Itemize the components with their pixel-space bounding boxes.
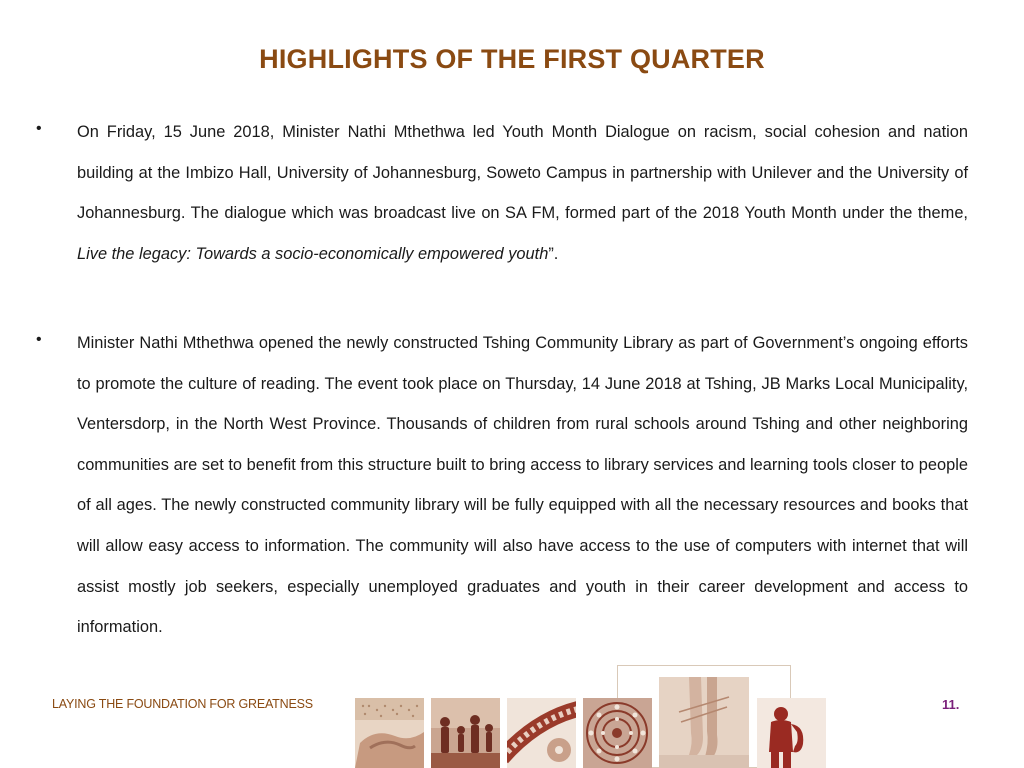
bullet-marker: •: [36, 331, 42, 348]
page-number: 11.: [942, 697, 960, 712]
bullet-theme-italic: Live the legacy: Towards a socio-economically empowered youth: [77, 244, 549, 263]
saxophone-player-photo: [757, 698, 826, 768]
bullet-marker: •: [36, 120, 42, 137]
bullet-text-part: On Friday, 15 June 2018, Minister Nathi Mthethwa led Youth Month Dialogue on racism, social cohesion and nation building at the Imbizo Hall, University of Johannesburg, Soweto Campus in partnership with Unilever and the University of Johannesburg. The dialogue which was broadcast live on SA FM, formed part of the 2018 Youth Month under the theme,: [77, 123, 968, 223]
bullet-text: [77, 112, 968, 274]
footer-tagline: LAYING THE FOUNDATION FOR GREATNESS: [52, 697, 313, 711]
slide-title: HIGHLIGHTS OF THE FIRST QUARTER: [259, 44, 765, 74]
family-silhouette-photo: [431, 698, 500, 768]
bullet-text: Minister Nathi Mthethwa opened the newly constructed Tshing Community Library as part of Government’s ongoing efforts to promote the culture of reading. The event took place on Thursday, 14 June 2018 at Tshing, JB Marks Local Municipality, Ventersdorp, in the North West Province. Thousands of children from rural schools around Tshing and other neighboring communities are set to benefit from this structure built to bring access to library services and learning tools closer to people of all ages. The newly constructed community library will be fully equipped with all the necessary resources and books that will allow easy access to information. The community will also have access to the use of computers with internet that will assist mostly job seekers, especially unemployed graduates and youth in their career development and access to information.: [77, 334, 968, 637]
braille-photo: [355, 698, 424, 768]
beadwork-photo: [583, 698, 652, 768]
ballet-shoes-photo: [659, 677, 749, 768]
bullet-text-end: ”.: [548, 244, 559, 263]
film-reel-photo: [507, 698, 576, 768]
